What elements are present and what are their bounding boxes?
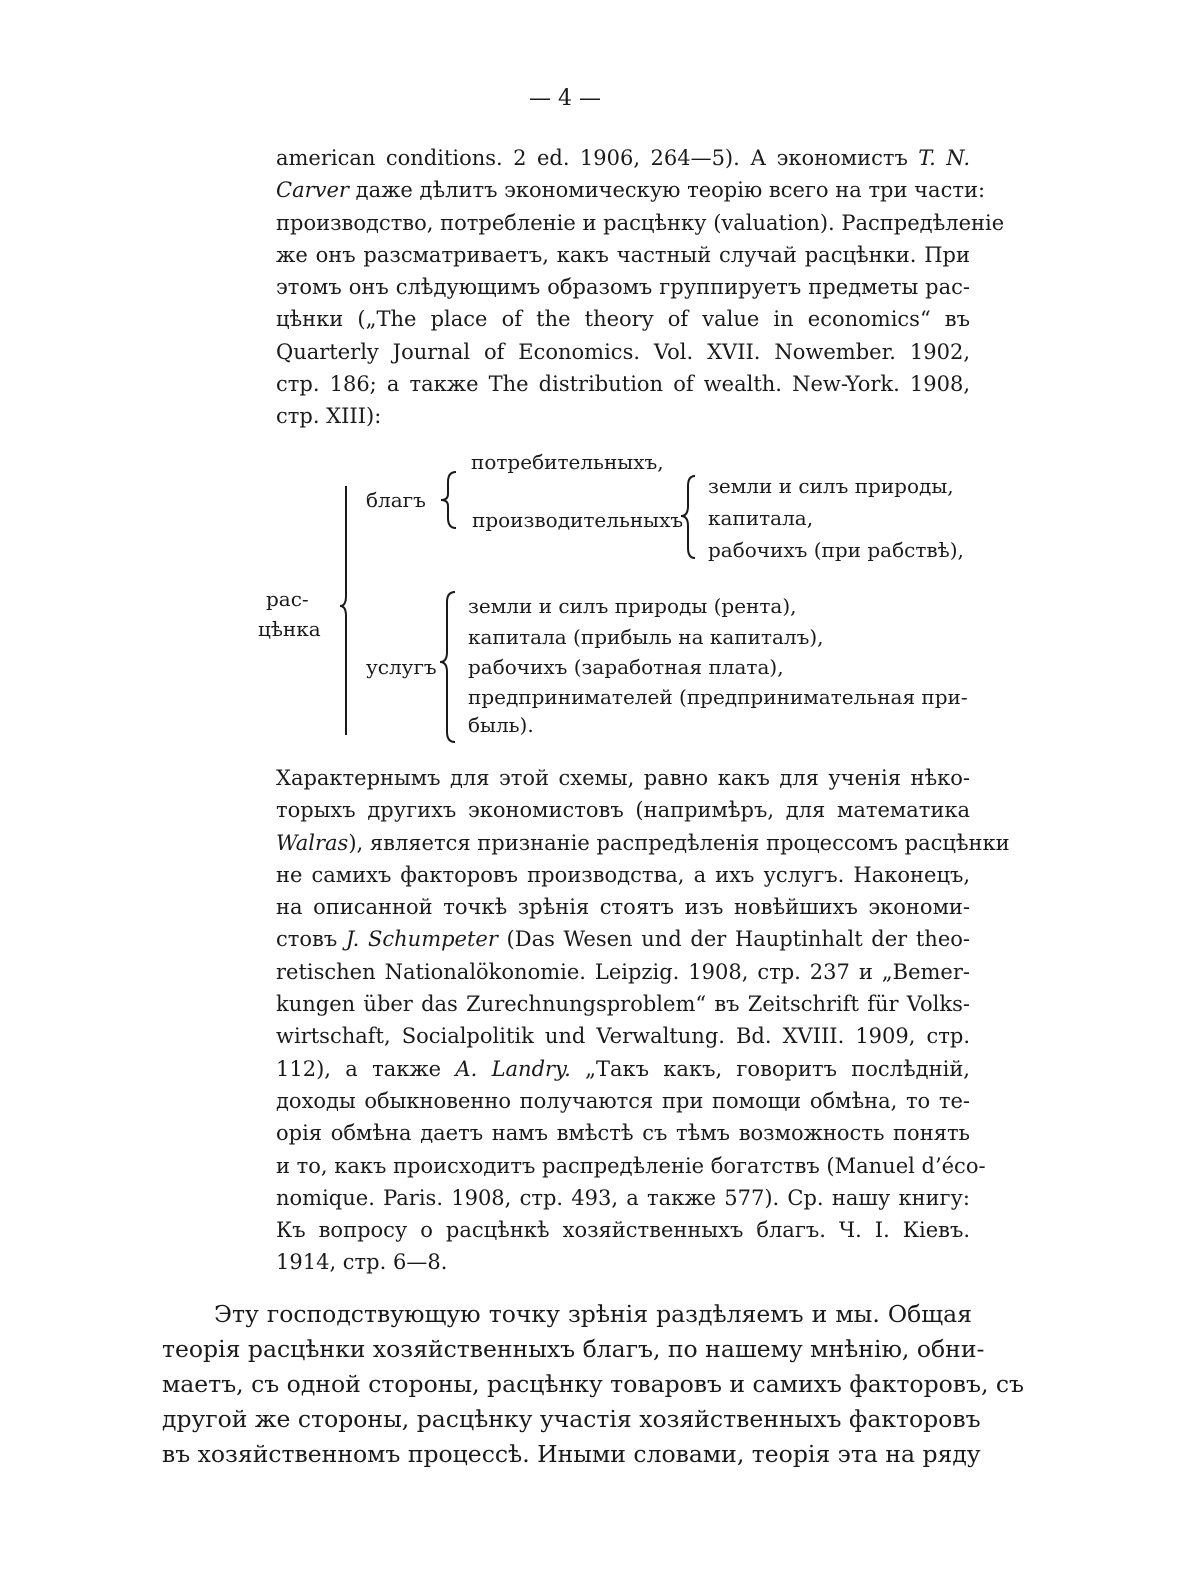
footnote-line [276, 988, 970, 1020]
footnote-line [276, 794, 970, 826]
footnote-run: Quarterly Journal of Economics. Vol. XVII. Nowember. 1902, [276, 339, 970, 364]
footnote-run: стр. 186; а также The distribution of wealth. New-York. 1908, [276, 372, 970, 397]
scheme-services-label: услугъ [366, 655, 437, 679]
scheme-producer-item-1: земли и силъ природы, [708, 474, 954, 498]
scheme-service-item-2: капитала (прибыль на капиталъ), [468, 625, 824, 649]
footnote-run: 112), а также [276, 1056, 456, 1081]
footnote-run: retischen Nationalökonomie. Leipzig. 1908, стр. 237 и „Bemer- [276, 959, 970, 984]
main-text-line: теорія расцѣнки хозяйственныхъ благъ, по нашему мнѣнію, обни- [162, 1335, 985, 1363]
footnote-run: доходы обыкновенно получаются при помощи обмѣна, то те- [276, 1088, 970, 1113]
scheme-producer-item-2: капитала, [708, 506, 814, 530]
footnote-run: 1914, стр. 6—8. [276, 1250, 448, 1275]
scheme-goods-label: благъ [366, 488, 426, 512]
main-text [162, 1297, 1025, 1472]
footnote-run: этомъ онъ слѣдующимъ образомъ группируетъ предметы рас- [276, 275, 970, 300]
footnote-run: american conditions. 2 ed. 1906, 264—5). А экономистъ [276, 146, 919, 170]
scheme-producer-item-3: рабочихъ (при рабствѣ), [708, 538, 964, 562]
footnote-line [276, 1053, 970, 1085]
goods-brace [441, 472, 456, 528]
footnote-run: kungen über das Zurechnungsproblem“ въ Zeitschrift für Volks- [276, 992, 970, 1017]
footnote-run: стр. XIII): [276, 404, 382, 429]
scheme-root-line-2: цѣнка [258, 617, 321, 641]
footnote-run: и то, какъ происходитъ распредѣленіе богатствъ (Manuel d’éco- [276, 1153, 986, 1178]
footnote-line [276, 1117, 970, 1149]
footnote-line [276, 762, 970, 794]
page-number: — 4 — [529, 86, 601, 111]
valuation-scheme [0, 0, 1191, 760]
footnote-italic-run: J. Schumpeter [345, 927, 498, 952]
footnote-run: на описанной точкѣ зрѣнія стоятъ изъ новѣйшихъ экономи- [276, 895, 970, 920]
footnote-run: орія обмѣна даетъ намъ вмѣстѣ съ тѣмъ возможность понять [276, 1121, 970, 1146]
footnote-line [276, 956, 970, 988]
footnote-run: стовъ [276, 927, 346, 952]
root-bracket-line [340, 486, 346, 735]
footnote-run: даже дѣлитъ экономическую теорію всего на три части: [348, 178, 986, 203]
footnote-run: ), является признаніе распредѣленія процессомъ расцѣнки [348, 830, 1010, 855]
scheme-service-item-1: земли и силъ природы (рента), [468, 594, 797, 618]
footnote-line [276, 1085, 970, 1117]
footnote-line [276, 827, 1010, 859]
footnote-line [276, 1246, 970, 1278]
footnote-line [276, 1214, 970, 1246]
footnote-run: nomique. Paris. 1908, стр. 493, а также 577). Ср. нашу книгу: [276, 1185, 970, 1210]
footnote-run: wirtschaft, Socialpolitik und Verwaltung. Bd. XVIII. 1909, стр. [276, 1024, 970, 1049]
footnote-run: производство, потребленіе и расцѣнку (valuation). Распредѣленіе [276, 210, 1005, 235]
footnote-line [276, 1020, 970, 1052]
scheme-producer: производительныхъ [472, 508, 684, 532]
scheme-consumer: потребительныхъ, [471, 450, 664, 474]
main-text-line: другой же стороны, расцѣнку участія хозяйственныхъ факторовъ [162, 1405, 981, 1433]
scheme-service-item-3: рабочихъ (заработная плата), [468, 655, 784, 679]
main-text-line: въ хозяйственномъ процессѣ. Иными словами, теорія эта на ряду [162, 1440, 981, 1468]
footnote-run: не самихъ факторовъ производства, а ихъ услугъ. Наконецъ, [276, 862, 970, 887]
footnote-run: же онъ разсматриваетъ, какъ частный случай расцѣнки. При [276, 242, 970, 267]
main-text-line: маетъ, съ одной стороны, расцѣнку товаровъ и самихъ факторовъ, съ [162, 1370, 1025, 1398]
footnote-italic-run: Walras [276, 830, 349, 855]
footnote-line [276, 923, 970, 955]
footnote-line [276, 1182, 970, 1214]
scheme-service-item-4: предпринимателей (предпринимательная при- [468, 685, 968, 709]
services-brace [440, 592, 455, 742]
footnote-run: Характернымъ для этой схемы, равно какъ для ученія нѣко- [276, 766, 970, 790]
footnote-run: торыхъ другихъ экономистовъ (напримѣръ, для математика [276, 798, 970, 823]
footnote-run: Къ вопросу о расцѣнкѣ хозяйственныхъ благъ. Ч. I. Кіевъ. [276, 1218, 970, 1243]
main-text-line: Эту господствующую точку зрѣнія раздѣляемъ и мы. Общая [214, 1300, 972, 1328]
scheme-root-line-1: рас- [266, 587, 309, 611]
footnote-run: „Такъ какъ, говоритъ послѣдній, [570, 1056, 970, 1081]
footnote-italic-run: T. N. [918, 146, 971, 170]
footnote-line [276, 859, 970, 891]
footnote-italic-run: Carver [276, 178, 349, 203]
footnote-bottom [276, 762, 1010, 1279]
footnote-line [276, 891, 970, 923]
footnote-line [276, 1150, 986, 1182]
footnote-run: (Das Wesen und der Hauptinhalt der theo- [497, 927, 970, 952]
scheme-service-item-5: быль). [468, 713, 534, 737]
footnote-italic-run: A. Landry. [455, 1056, 571, 1081]
footnote-run: цѣнки („The place of the theory of value in economics“ въ [276, 307, 970, 332]
